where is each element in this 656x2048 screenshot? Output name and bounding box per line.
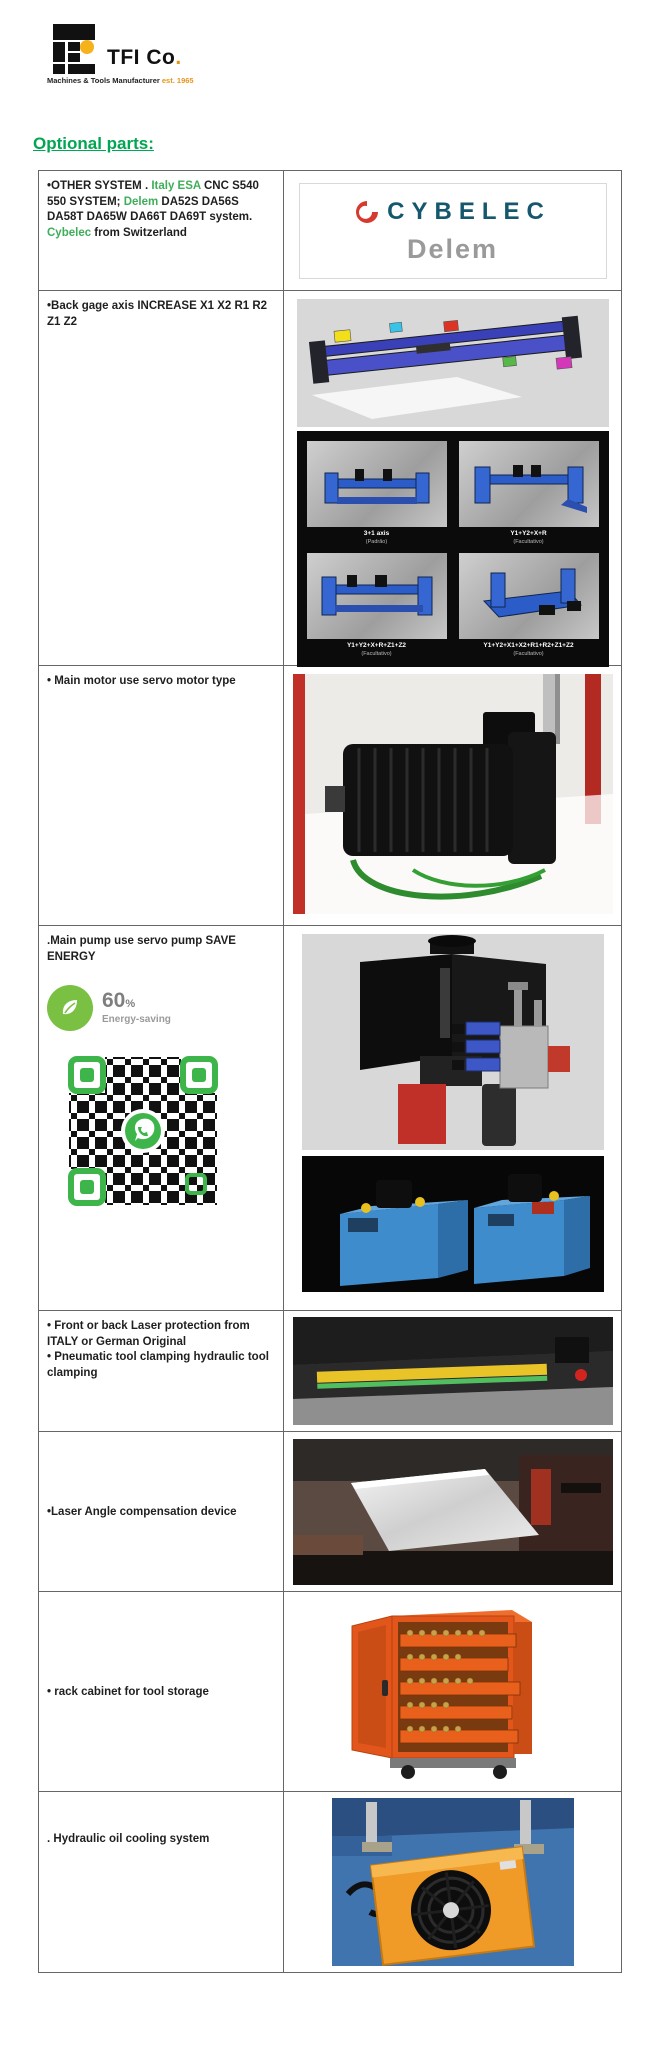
laser-angle-text: •Laser Angle compensation device <box>39 1432 284 1591</box>
back-gauge-text: •Back gage axis INCREASE X1 X2 R1 R2 Z1 Z2 <box>39 291 284 667</box>
back-gauge-option: Y1+Y2+X1+X2+R1+R2+Z1+Z2 (Facultativo) <box>457 553 601 659</box>
qr-eye-icon <box>181 1057 217 1093</box>
row-servo-pump <box>39 925 621 1310</box>
company-name: TFI Co. <box>107 46 182 69</box>
servo-pump-text: .Main pump use servo pump SAVE ENERGY <box>47 935 236 963</box>
back-gauge-option-image <box>459 441 599 527</box>
rack-cabinet-text: • rack cabinet for tool storage <box>39 1592 284 1791</box>
laser-angle-photo <box>293 1439 613 1585</box>
servo-pump-images <box>284 926 621 1310</box>
servo-pump-left <box>39 926 284 1310</box>
row-back-gauge <box>39 290 621 665</box>
company-logo <box>45 24 265 94</box>
gauge-3plus1-icon <box>317 449 437 519</box>
cybelec-wordmark: CYBELEC <box>387 197 551 225</box>
row-oil-cooling <box>39 1791 621 1972</box>
gauge-xrz-icon <box>317 561 437 631</box>
oil-cooler-photo <box>332 1798 574 1966</box>
qr-eye-icon <box>69 1057 105 1093</box>
laser-protection-photo <box>293 1317 613 1425</box>
back-gauge-option-image <box>459 553 599 639</box>
cnc-systems-text: •OTHER SYSTEM . Italy ESA CNC S540 550 SYSTEM; Delem DA52S DA56S DA58T DA65W DA66T DA69T system. Cybelec from Switzerland <box>39 171 284 290</box>
row-laser-protection <box>39 1310 621 1431</box>
laser-angle-image-cell <box>284 1432 621 1591</box>
whatsapp-qr-code <box>65 1053 283 1215</box>
rack-cabinet-image-cell <box>284 1592 621 1791</box>
laser-protection-image-cell <box>284 1311 621 1431</box>
back-gauge-images <box>284 291 621 667</box>
energy-saving-label: Energy-saving <box>102 1013 171 1025</box>
whatsapp-icon <box>121 1109 165 1153</box>
energy-saving-badge <box>47 985 283 1031</box>
servo-pump-photo <box>302 934 604 1150</box>
cybelec-swirl-icon <box>354 199 380 225</box>
row-cnc-systems <box>39 171 621 290</box>
rack-cabinet-photo <box>322 1600 584 1784</box>
back-gauge-option-image <box>307 553 447 639</box>
oil-cooling-text: . Hydraulic oil cooling system <box>39 1792 284 1972</box>
hydraulic-power-units-photo <box>302 1156 604 1292</box>
cybelec-logo <box>354 198 551 226</box>
company-tagline: Machines & Tools Manufacturer est. 1965 <box>47 76 194 85</box>
cnc-systems-logos <box>284 171 621 290</box>
back-gauge-option: Y1+Y2+X+R+Z1+Z2 (Facultativo) <box>305 553 449 659</box>
back-gauge-option-image <box>307 441 447 527</box>
row-laser-angle <box>39 1431 621 1591</box>
optional-parts-table <box>38 170 622 1973</box>
tfi-logo-icon <box>45 24 103 76</box>
page-title: Optional parts: <box>33 134 154 153</box>
back-gauge-option: 3+1 axis (Padrão) <box>305 441 449 547</box>
gauge-xr-icon <box>469 449 589 519</box>
energy-saving-value: 60% <box>102 988 136 1012</box>
oil-cooling-image-cell <box>284 1792 621 1972</box>
logo-dot: . <box>175 46 182 69</box>
laser-protection-text: • Front or back Laser protection from ITALY or German Original • Pneumatic tool clamping hydraulic tool clamping <box>39 1311 284 1431</box>
delem-wordmark: Delem <box>406 233 499 264</box>
back-gauge-options-grid <box>297 431 609 667</box>
brand-logos-box <box>299 183 607 279</box>
servo-motor-text: • Main motor use servo motor type <box>39 666 284 925</box>
servo-motor-image-cell <box>284 666 621 925</box>
row-rack-cabinet <box>39 1591 621 1791</box>
leaf-icon <box>47 985 93 1031</box>
back-gauge-option: Y1+Y2+X+R (Facultativo) <box>457 441 601 547</box>
servo-motor-photo <box>293 674 613 914</box>
company-est: est. 1965 <box>161 76 194 85</box>
back-gauge-render-image <box>297 299 609 427</box>
row-servo-motor <box>39 665 621 925</box>
qr-eye-icon <box>69 1169 105 1205</box>
gauge-full-icon <box>469 561 589 631</box>
